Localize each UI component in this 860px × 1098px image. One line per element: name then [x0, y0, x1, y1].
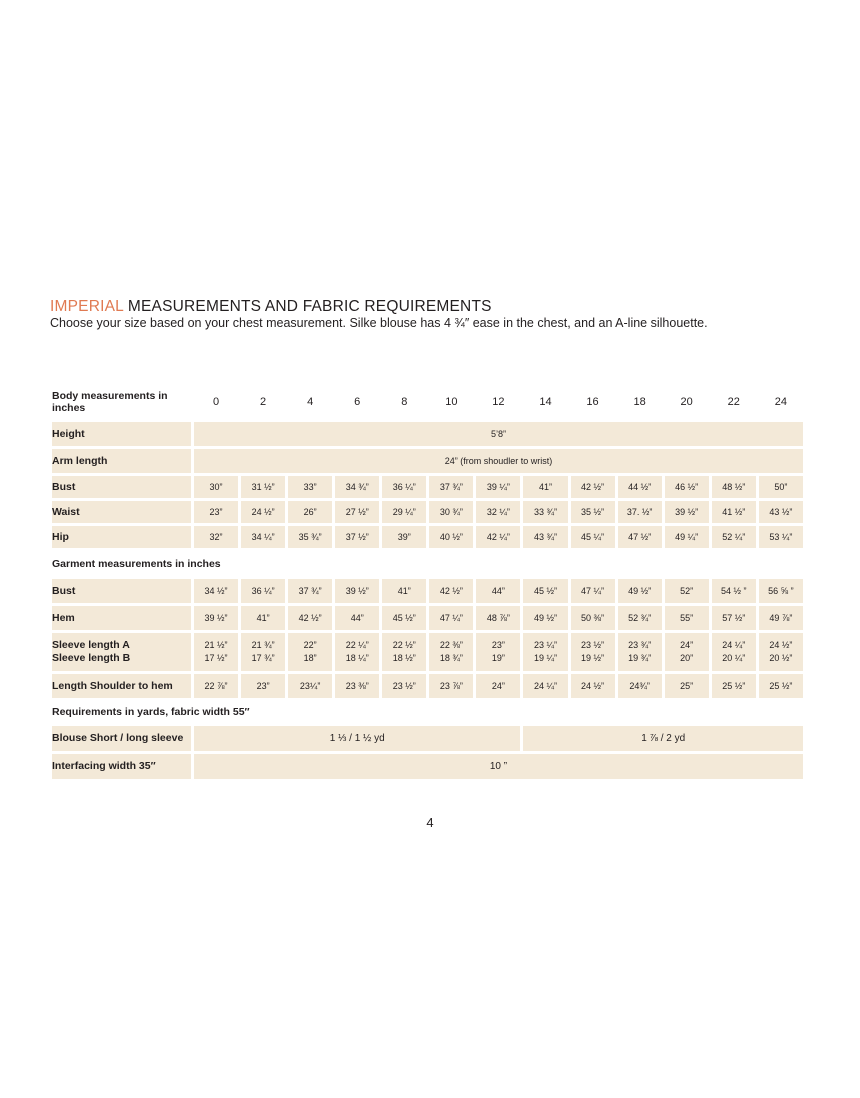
table-cell: 44 ½”	[618, 476, 662, 498]
table-cell: 33 ¾”	[523, 501, 567, 523]
row-label: Hip	[52, 526, 191, 548]
table-cell: 39”	[382, 526, 426, 548]
table-cell: 39 ½”	[194, 606, 238, 630]
table-cell: 52”	[665, 579, 709, 603]
table-cell: 42 ¼”	[476, 526, 520, 548]
table-cell: 45 ½”	[382, 606, 426, 630]
table-cell: 30 ¾”	[429, 501, 473, 523]
garment-length-row	[52, 674, 803, 698]
table-cell: 33”	[288, 476, 332, 498]
blouse-yardage-large: 1 ⅞ / 2 yd	[523, 726, 803, 751]
sleeve-b-value: 19 ¼”	[533, 653, 557, 663]
body-measurements-header: Body measurements in inches	[52, 390, 168, 414]
table-cell: 32”	[194, 526, 238, 548]
row-label: Bust	[52, 476, 191, 498]
table-cell	[288, 633, 332, 671]
sleeve-b-value: 18 ½”	[392, 653, 416, 663]
table-cell	[194, 633, 238, 671]
size-header: 18	[633, 396, 646, 408]
table-cell: 42 ½”	[571, 476, 615, 498]
row-label: Waist	[52, 501, 191, 523]
size-header-row	[52, 385, 803, 419]
body-waist-row	[52, 501, 803, 523]
sleeve-a-value: 23 ½”	[581, 640, 605, 650]
table-cell: 24¾”	[618, 674, 662, 698]
table-cell	[382, 633, 426, 671]
table-cell: 32 ¼”	[476, 501, 520, 523]
table-cell: 39 ½”	[665, 501, 709, 523]
table-cell: 39 ½”	[335, 579, 379, 603]
table-cell: 39 ¼”	[476, 476, 520, 498]
table-cell: 46 ½”	[665, 476, 709, 498]
table-cell: 42 ½”	[429, 579, 473, 603]
table-cell: 57 ½”	[712, 606, 756, 630]
sleeve-a-value: 23 ¼”	[533, 640, 557, 650]
table-cell: 36 ¼”	[241, 579, 285, 603]
blouse-yardage-row	[52, 726, 803, 751]
table-cell: 52 ¾”	[618, 606, 662, 630]
size-header: 10	[445, 396, 458, 408]
table-cell: 34 ¾”	[335, 476, 379, 498]
table-cell: 37 ½”	[335, 526, 379, 548]
table-cell: 52 ¼”	[712, 526, 756, 548]
table-cell: 41”	[382, 579, 426, 603]
table-cell: 37. ½”	[618, 501, 662, 523]
table-cell: 24 ¼”	[523, 674, 567, 698]
table-cell: 44”	[335, 606, 379, 630]
size-header: 0	[212, 396, 220, 408]
table-cell: 25 ½”	[712, 674, 756, 698]
sleeve-b-value: 19 ½”	[581, 653, 605, 663]
table-cell: 48 ½”	[712, 476, 756, 498]
size-header: 20	[680, 396, 693, 408]
table-cell: 49 ⅞”	[759, 606, 803, 630]
sleeve-b-value: 20”	[680, 653, 694, 663]
table-cell: 42 ½”	[288, 606, 332, 630]
table-cell	[241, 633, 285, 671]
table-cell: 34 ¼”	[241, 526, 285, 548]
sleeve-a-value: 23 ¾”	[628, 640, 652, 650]
sleeve-a-value: 22”	[303, 640, 317, 650]
body-bust-row	[52, 476, 803, 498]
table-cell: 53 ¼”	[759, 526, 803, 548]
arm-length-row	[52, 449, 803, 473]
measurements-table	[49, 382, 806, 782]
size-header: 22	[727, 396, 740, 408]
table-cell: 44”	[476, 579, 520, 603]
table-cell: 25 ½”	[759, 674, 803, 698]
sleeve-a-value: 24 ¼”	[722, 640, 746, 650]
table-cell: 37 ¾”	[288, 579, 332, 603]
sleeve-a-value: 24”	[680, 640, 694, 650]
table-cell	[759, 633, 803, 671]
sleeve-label-a: Sleeve length A	[52, 639, 130, 651]
garment-sleeve-row	[52, 633, 803, 671]
garment-section-row	[52, 551, 803, 576]
table-cell	[429, 633, 473, 671]
table-cell	[476, 633, 520, 671]
table-cell: 50 ⅜”	[571, 606, 615, 630]
page-title	[50, 298, 492, 316]
sleeve-b-value: 18 ¼”	[345, 653, 369, 663]
table-cell: 49 ¼”	[665, 526, 709, 548]
sleeve-b-value: 18 ¾”	[439, 653, 463, 663]
page-number: 4	[426, 815, 434, 830]
sleeve-b-value: 20 ¼”	[722, 653, 746, 663]
table-cell: 50”	[759, 476, 803, 498]
title-accent: IMPERIAL	[50, 298, 124, 315]
table-cell	[571, 633, 615, 671]
table-cell: 47 ¼”	[571, 579, 615, 603]
title-text: MEASUREMENTS AND FABRIC REQUIREMENTS	[127, 298, 492, 315]
row-label: Hem	[52, 606, 191, 630]
table-cell: 48 ⅞”	[476, 606, 520, 630]
table-cell: 41”	[241, 606, 285, 630]
sleeve-a-value: 22 ½”	[392, 640, 416, 650]
interfacing-value: 10 ”	[194, 754, 803, 779]
table-cell: 37 ¾”	[429, 476, 473, 498]
table-cell: 43 ½”	[759, 501, 803, 523]
sleeve-a-value: 23”	[491, 640, 505, 650]
sleeve-b-value: 17 ¾”	[251, 653, 275, 663]
table-cell: 25”	[665, 674, 709, 698]
table-cell: 45 ¼”	[571, 526, 615, 548]
table-cell: 23 ⅜”	[335, 674, 379, 698]
page-subtitle: Choose your size based on your chest measurement. Silke blouse has 4 ¾″ ease in the chest, and an A-line silhouette.	[50, 316, 708, 330]
table-cell: 24”	[476, 674, 520, 698]
row-label-sleeve	[52, 633, 191, 671]
size-header: 4	[307, 396, 314, 408]
table-cell: 35 ½”	[571, 501, 615, 523]
table-cell: 23¼”	[288, 674, 332, 698]
table-cell: 23 ½”	[382, 674, 426, 698]
garment-bust-row	[52, 579, 803, 603]
sleeve-a-value: 22 ⅜”	[439, 640, 463, 650]
table-cell	[665, 633, 709, 671]
table-cell	[335, 633, 379, 671]
sleeve-a-value: 24 ½”	[769, 640, 793, 650]
garment-hem-row	[52, 606, 803, 630]
table-cell: 40 ½”	[429, 526, 473, 548]
table-cell: 31 ½”	[241, 476, 285, 498]
interfacing-row	[52, 754, 803, 779]
height-value: 5’8”	[194, 422, 803, 446]
table-cell: 54 ½ ”	[712, 579, 756, 603]
table-cell: 27 ½”	[335, 501, 379, 523]
table-cell	[618, 633, 662, 671]
sleeve-a-value: 21 ½”	[204, 640, 228, 650]
sleeve-b-value: 19”	[491, 653, 505, 663]
yardage-section-row	[52, 701, 803, 723]
table-cell: 35 ¾”	[288, 526, 332, 548]
size-header: 6	[354, 396, 361, 408]
row-label: Blouse Short / long sleeve	[52, 726, 191, 751]
table-cell: 22 ⅞”	[194, 674, 238, 698]
size-header: 8	[401, 396, 408, 408]
table-cell: 47 ½”	[618, 526, 662, 548]
size-header: 2	[260, 396, 267, 408]
table-cell: 43 ¾”	[523, 526, 567, 548]
size-header: 24	[774, 396, 787, 408]
row-label: Interfacing width 35″	[52, 754, 191, 779]
sleeve-b-value: 19 ¾”	[628, 653, 652, 663]
table-cell: 24 ½”	[571, 674, 615, 698]
yardage-section-header: Requirements in yards, fabric width 55″	[52, 706, 250, 718]
table-cell: 41 ½”	[712, 501, 756, 523]
table-cell: 49 ½”	[523, 606, 567, 630]
table-cell: 23 ⅞”	[429, 674, 473, 698]
row-label: Arm length	[52, 449, 191, 473]
table-cell: 56 ⅝ ”	[759, 579, 803, 603]
row-label: Height	[52, 422, 191, 446]
table-cell: 36 ¼”	[382, 476, 426, 498]
sleeve-a-value: 22 ¼”	[345, 640, 369, 650]
table-cell	[712, 633, 756, 671]
size-header: 16	[586, 396, 599, 408]
row-label: Length Shoulder to hem	[52, 674, 191, 698]
garment-section-header: Garment measurements in inches	[52, 557, 221, 570]
table-cell: 23”	[241, 674, 285, 698]
table-cell: 45 ½”	[523, 579, 567, 603]
table-cell: 47 ¼”	[429, 606, 473, 630]
sleeve-label-b: Sleeve length B	[52, 652, 131, 664]
sleeve-b-value: 17 ½”	[204, 653, 228, 663]
table-cell: 30”	[194, 476, 238, 498]
table-cell: 49 ½”	[618, 579, 662, 603]
size-header: 12	[492, 396, 505, 408]
body-hip-row	[52, 526, 803, 548]
table-cell: 23”	[194, 501, 238, 523]
table-cell: 29 ¼”	[382, 501, 426, 523]
table-cell: 24 ½”	[241, 501, 285, 523]
table-cell: 41”	[523, 476, 567, 498]
blouse-yardage-small: 1 ⅓ / 1 ½ yd	[194, 726, 520, 751]
arm-length-value: 24” (from shoudler to wrist)	[194, 449, 803, 473]
size-header: 14	[539, 396, 552, 408]
sleeve-b-value: 18”	[303, 653, 317, 663]
sleeve-a-value: 21 ¾”	[251, 640, 275, 650]
row-label: Bust	[52, 579, 191, 603]
table-cell	[523, 633, 567, 671]
table-cell: 55”	[665, 606, 709, 630]
sleeve-b-value: 20 ½”	[769, 653, 793, 663]
table-cell: 34 ½”	[194, 579, 238, 603]
height-row	[52, 422, 803, 446]
table-cell: 26”	[288, 501, 332, 523]
